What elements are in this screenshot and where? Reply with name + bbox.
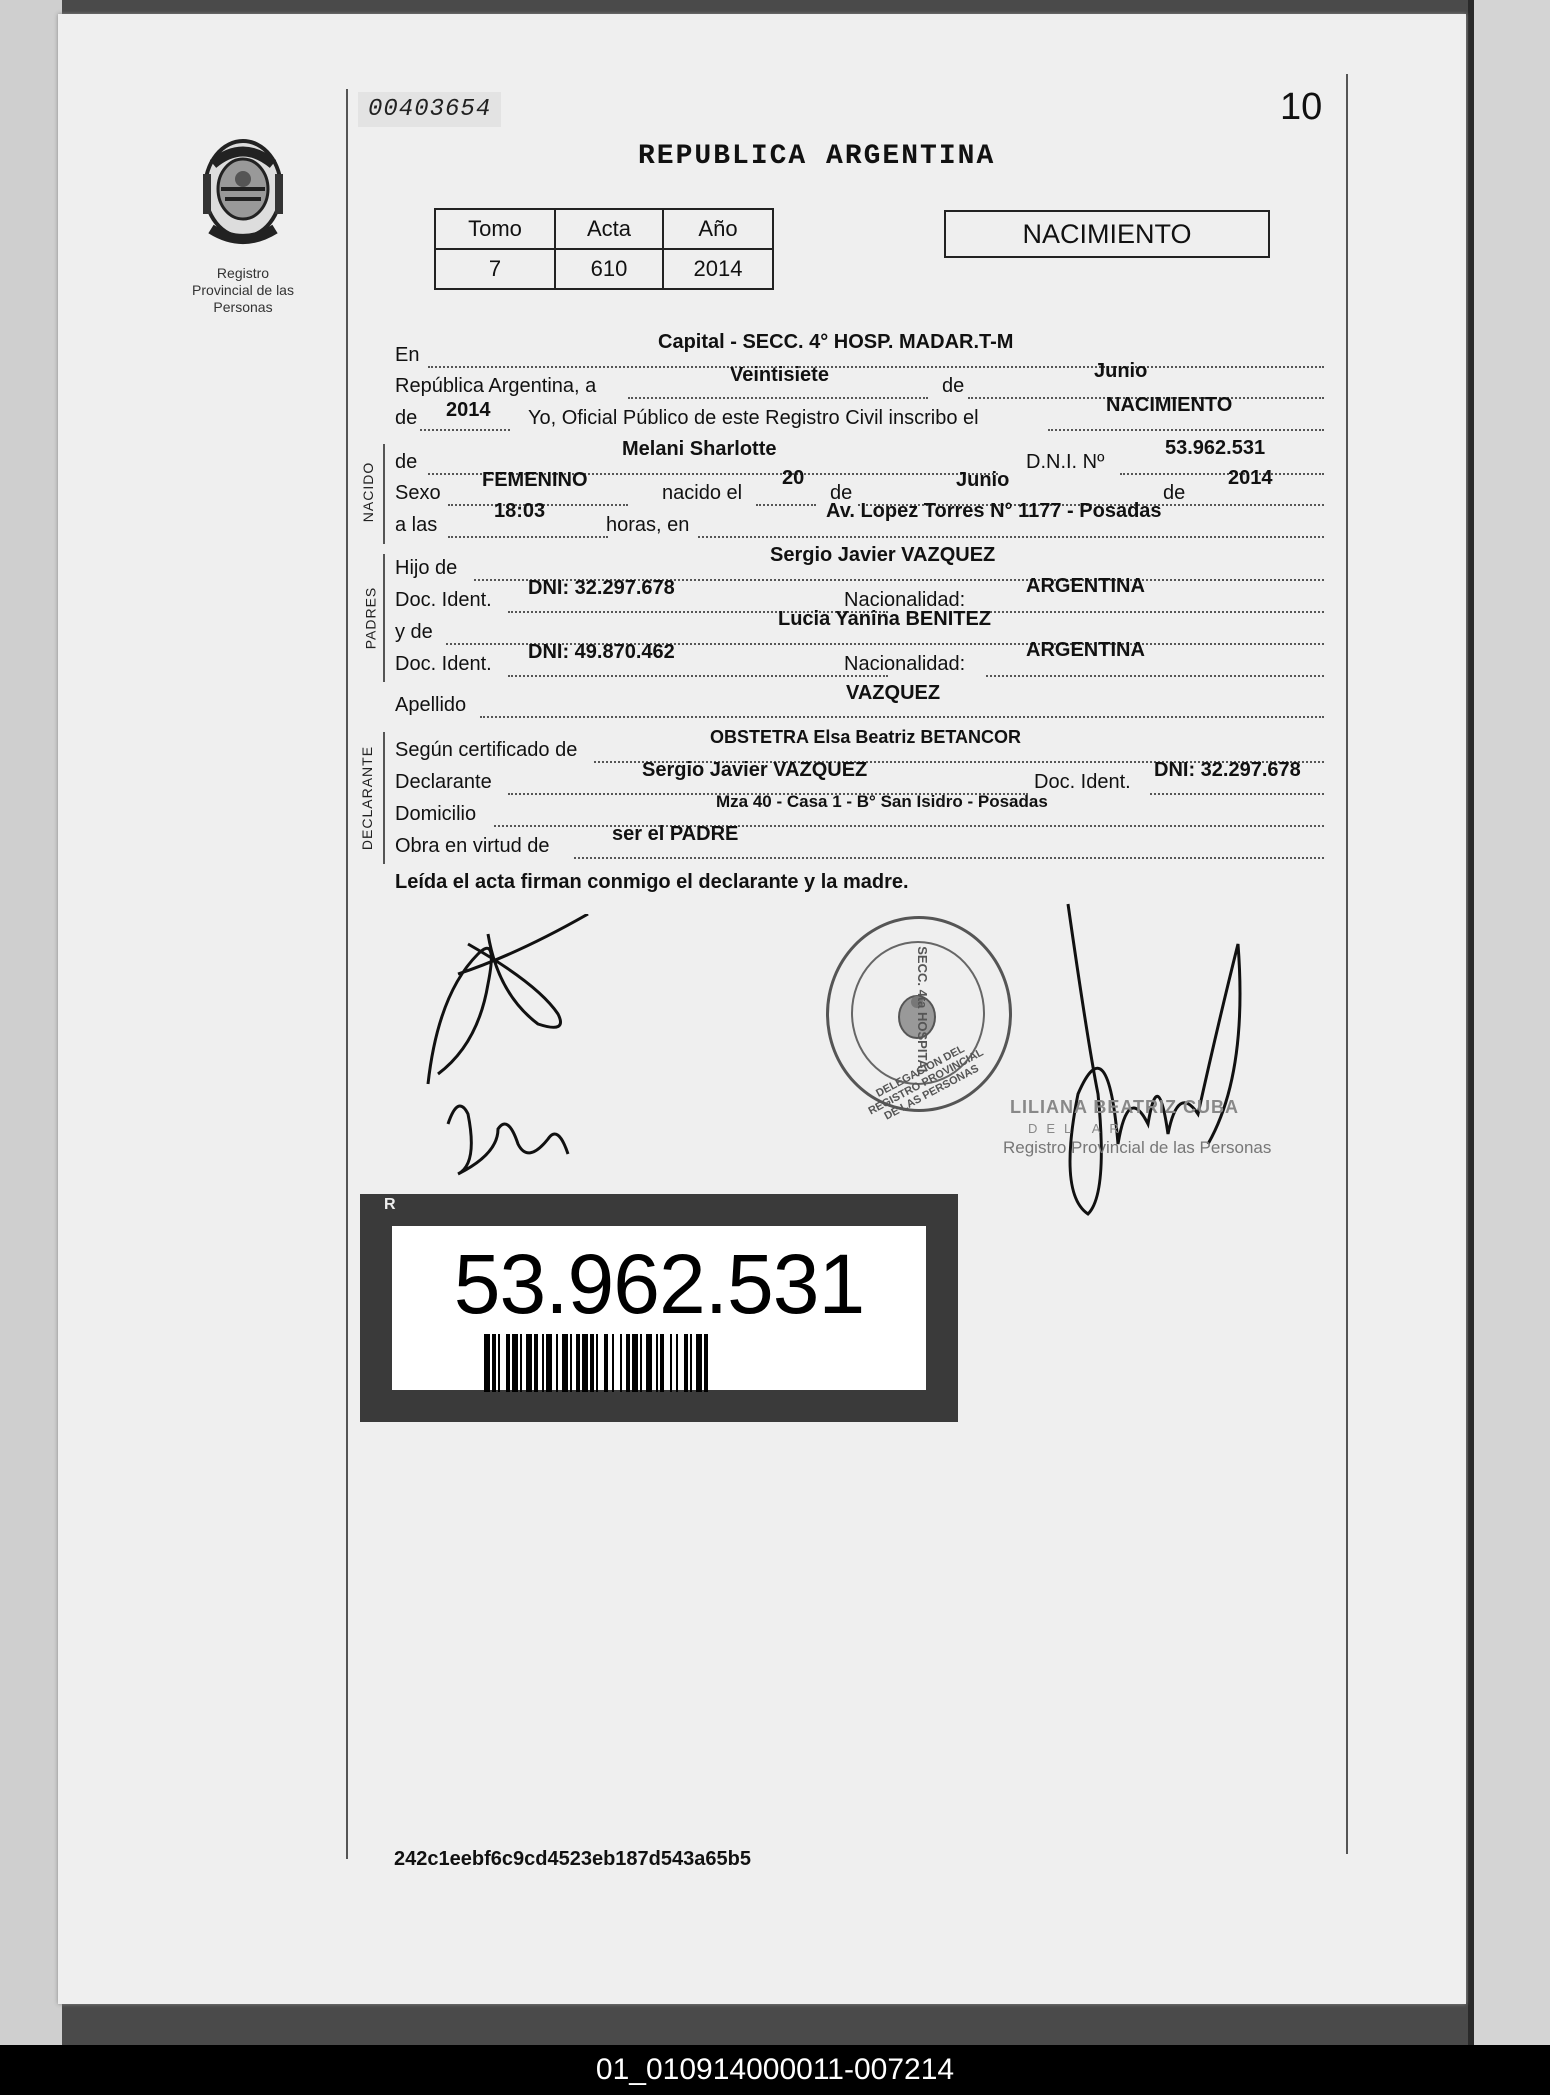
father-doc: DNI: 32.297.678 [528, 577, 675, 599]
declarante-value: Sergio Javier VAZQUEZ [642, 759, 868, 781]
dotted-line [1150, 793, 1324, 795]
sexo-label: Sexo [395, 482, 441, 504]
barcode-bar [656, 1334, 658, 1392]
dni-label: D.N.I. Nº [1026, 451, 1105, 473]
official-name: LILIANA BEATRIZ CUBA [1010, 1097, 1239, 1117]
barcode-bar [542, 1334, 544, 1392]
barcode-bar [684, 1334, 688, 1392]
barcode-bar [604, 1334, 608, 1392]
barcode-bar [612, 1334, 614, 1392]
barcode-bar [562, 1334, 568, 1392]
birth-time: 18:03 [494, 500, 546, 522]
barcode-bar [670, 1334, 672, 1392]
hijo-label: Hijo de [395, 557, 458, 579]
de-label: de [395, 451, 418, 473]
father-nationality: ARGENTINA [1026, 575, 1145, 597]
declarante-label: Declarante [395, 771, 492, 793]
doc-label: Doc. Ident. [395, 589, 492, 611]
barcode-bar [626, 1334, 630, 1392]
barcode-bar [484, 1334, 490, 1392]
barcode-bar [534, 1334, 538, 1392]
apellido-label: Apellido [395, 694, 467, 716]
father-name: Sergio Javier VAZQUEZ [770, 544, 996, 566]
horas-label: horas, en [606, 514, 690, 536]
declarante-doc: DNI: 32.297.678 [1154, 759, 1301, 781]
page-number: 10 [1280, 86, 1323, 128]
registry-header-acta: Acta [555, 209, 663, 249]
domicilio-value: Mza 40 - Casa 1 - B° San Isidro - Posadas [716, 792, 1048, 811]
barcode-bar [676, 1334, 678, 1392]
alas-label: a las [395, 514, 438, 536]
dotted-line [986, 675, 1324, 677]
de-label: de [1163, 482, 1186, 504]
year-value: 2014 [446, 399, 491, 421]
en-label: En [395, 344, 420, 366]
declarant-signature [418, 914, 618, 1184]
section-bracket [383, 732, 385, 864]
birth-day: 20 [782, 467, 805, 489]
barcode-number: 53.962.531 [453, 1237, 865, 1331]
inscribo-label: Yo, Oficial Público de este Registro Civil inscribo el [528, 407, 979, 429]
document-page [58, 14, 1466, 2004]
section-nacido-label: NACIDO [360, 461, 377, 523]
registry-value-tomo: 7 [435, 249, 555, 289]
de-label: de [830, 482, 853, 504]
barcode-bar [590, 1334, 594, 1392]
registry-stamp [826, 916, 1012, 1123]
stamp-inner-text: SECC. 4ta HOSPITAL [914, 946, 930, 1077]
dotted-line [628, 397, 928, 399]
child-name: Melani Sharlotte [622, 438, 777, 460]
barcode-bar [646, 1334, 652, 1392]
dotted-line [1190, 504, 1324, 506]
barcode-bar [632, 1334, 638, 1392]
barcode-bar [690, 1334, 692, 1392]
barcode-bar [704, 1334, 708, 1392]
barcode-bar [526, 1334, 532, 1392]
sexo-value: FEMENINO [482, 469, 588, 491]
barcode-bar [576, 1334, 580, 1392]
barcode-bar [520, 1334, 522, 1392]
doc-label: Doc. Ident. [395, 653, 492, 675]
mother-name: Lucia Yanina BENITEZ [778, 608, 992, 630]
barcode-label [360, 1194, 958, 1422]
province-logo [188, 134, 298, 316]
background-right-edge [1468, 0, 1474, 2045]
misiones-seal-icon [193, 134, 293, 254]
dotted-line [698, 536, 1324, 538]
de2-label: de [395, 407, 418, 429]
dotted-line [1120, 473, 1324, 475]
place-value: Capital - SECC. 4° HOSP. MADAR.T-M [658, 331, 1014, 353]
nacido-label: nacido el [662, 482, 743, 504]
dotted-line [574, 857, 1324, 859]
margin-line-right [1346, 74, 1348, 1854]
country-title: REPUBLICA ARGENTINA [638, 141, 996, 172]
nacionalidad-label: Nacionalidad: [844, 589, 966, 611]
inscribo-value: NACIMIENTO [1106, 394, 1233, 416]
birth-place: Av. Lopez Torres N° 1177 - Posadas [826, 500, 1162, 522]
dotted-line [756, 504, 816, 506]
barcode-bar [498, 1334, 500, 1392]
obra-value: ser el PADRE [612, 823, 739, 845]
barcode-bar [660, 1334, 664, 1392]
dotted-line [986, 611, 1324, 613]
section-bracket [383, 444, 385, 544]
official-org: Registro Provincial de las Personas [1003, 1138, 1272, 1157]
day-value: Veintisiete [730, 364, 829, 386]
dotted-line [420, 429, 510, 431]
serial-number: 00403654 [358, 92, 501, 127]
dotted-line [508, 675, 888, 677]
birth-month: Junio [956, 469, 1010, 491]
registry-value-acta: 610 [555, 249, 663, 289]
child-dni: 53.962.531 [1165, 437, 1266, 459]
registry-table [434, 208, 774, 290]
stamp-outer-text: DELEGACION DEL REGISTRO PROVINCIAL DE LAS PERSONAS [866, 1043, 986, 1123]
domicilio-label: Domicilio [395, 803, 477, 825]
barcode-bar [546, 1334, 552, 1392]
document-hash: 242c1eebf6c9cd4523eb187d543a65b5 [394, 1848, 751, 1870]
mother-nationality: ARGENTINA [1026, 639, 1145, 661]
barcode-bar [492, 1334, 496, 1392]
barcode-bar [620, 1334, 622, 1392]
barcode-bar [506, 1334, 510, 1392]
doc-label: Doc. Ident. [1034, 771, 1131, 793]
official-signature [1048, 894, 1308, 1234]
birth-year: 2014 [1228, 467, 1273, 489]
registry-value-ano: 2014 [663, 249, 773, 289]
certificado-label: Según certificado de [395, 739, 578, 761]
barcode-bars [484, 1334, 844, 1392]
background-right [1468, 0, 1550, 2045]
barcode-bar [556, 1334, 558, 1392]
month-value: Junio [1094, 360, 1148, 382]
background-left [0, 0, 62, 2045]
footer-caption: 01_010914000011-007214 [0, 2045, 1550, 2095]
barcode-bar [640, 1334, 642, 1392]
barcode-bar [696, 1334, 702, 1392]
certificado-value: OBSTETRA Elsa Beatriz BETANCOR [710, 727, 1022, 747]
barcode-deco-top: R [384, 1196, 410, 1213]
dotted-line [1048, 429, 1324, 431]
official-role: DEL AR [1028, 1121, 1128, 1136]
yde-label: y de [395, 621, 433, 643]
record-type-box: NACIMIENTO [944, 210, 1270, 258]
logo-org-name: Registro Provincial de las Personas [192, 265, 294, 315]
section-declarante-label: DECLARANTE [359, 745, 376, 851]
barcode-bar [596, 1334, 598, 1392]
mother-doc: DNI: 49.870.462 [528, 641, 675, 663]
section-bracket [383, 554, 385, 682]
de-label: de [942, 375, 965, 397]
barcode-inner [392, 1226, 926, 1390]
registry-header-tomo: Tomo [435, 209, 555, 249]
dotted-line [448, 536, 608, 538]
barcode-bar [512, 1334, 518, 1392]
dotted-line [428, 366, 1324, 368]
nacionalidad-label: Nacionalidad: [844, 653, 966, 675]
barcode-bar [582, 1334, 588, 1392]
barcode-bar [570, 1334, 572, 1392]
margin-line-left [346, 89, 348, 1859]
apellido-value: VAZQUEZ [846, 682, 941, 704]
closing-text: Leída el acta firman conmigo el declarante y la madre. [395, 871, 909, 893]
section-padres-label: PADRES [362, 586, 379, 650]
dotted-line [480, 716, 1324, 718]
registry-header-ano: Año [663, 209, 773, 249]
obra-label: Obra en virtud de [395, 835, 550, 857]
republica-label: República Argentina, a [395, 375, 597, 397]
